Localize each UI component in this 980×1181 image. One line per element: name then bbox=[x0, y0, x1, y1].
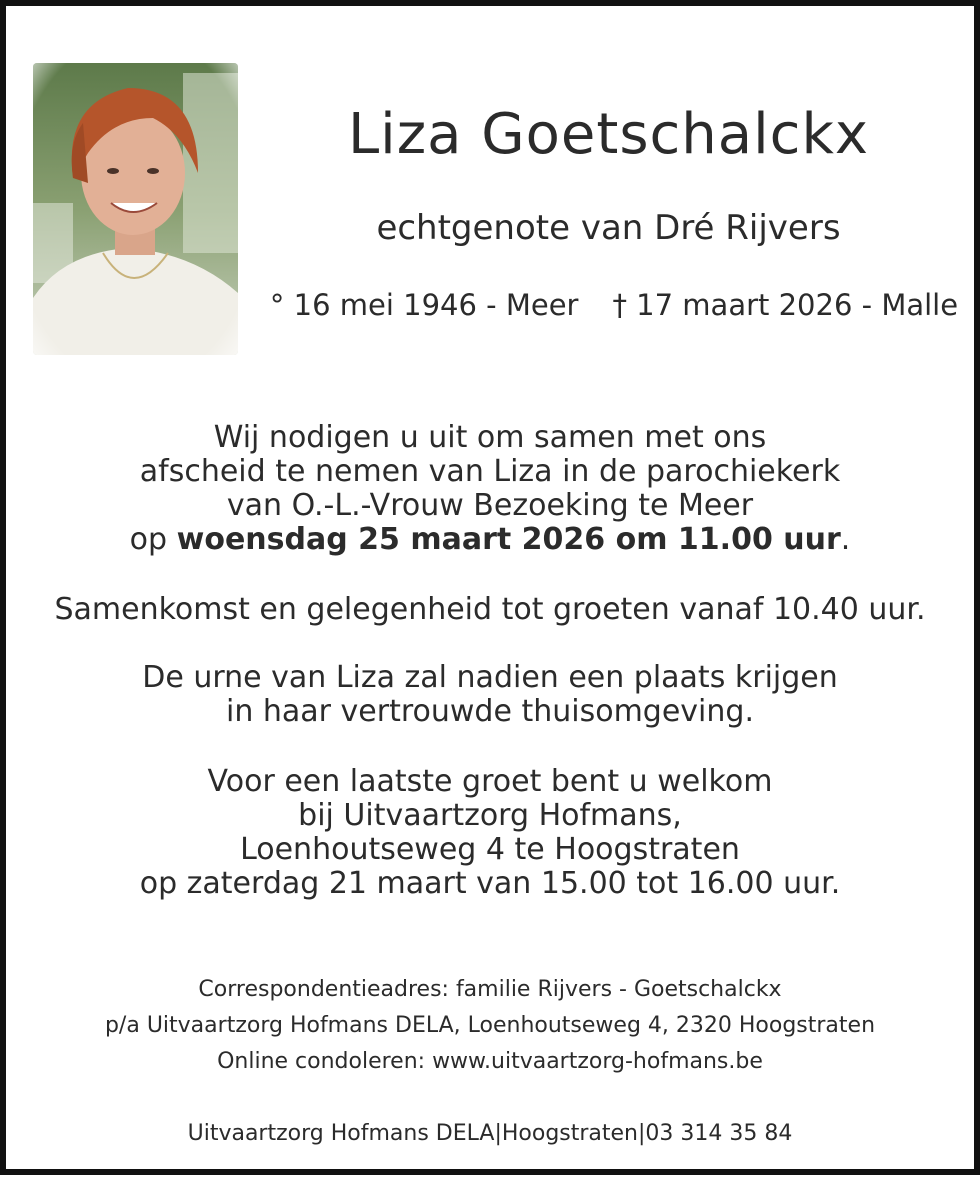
ceremony-date-line bbox=[6, 523, 974, 557]
visit-line: Loenhoutseweg 4 te Hoogstraten bbox=[240, 832, 740, 867]
deceased-name: Liza Goetschalckx bbox=[347, 102, 870, 167]
spouse-line: echtgenote van Dré Rijvers bbox=[376, 208, 841, 248]
visit-text bbox=[6, 765, 974, 901]
visit-line: bij Uitvaartzorg Hofmans, bbox=[298, 798, 682, 833]
ceremony-text bbox=[6, 421, 974, 557]
contact-footer bbox=[6, 972, 974, 1080]
urn-line: in haar vertrouwde thuisomgeving. bbox=[226, 694, 754, 729]
visit-line: Voor een laatste groet bent u welkom bbox=[207, 764, 773, 799]
correspondence-address: Correspondentieadres: familie Rijvers - Goetschalckx bbox=[198, 977, 782, 1002]
ceremony-date-suffix: . bbox=[840, 522, 851, 557]
ceremony-line: afscheid te nemen van Liza in de parochiekerk bbox=[139, 454, 841, 489]
ceremony-line: van O.-L.-Vrouw Bezoeking te Meer bbox=[226, 488, 754, 523]
visit-line: op zaterdag 21 maart van 15.00 tot 16.00 uur. bbox=[139, 866, 841, 901]
birth-date: ° 16 mei 1946 - Meer bbox=[269, 288, 579, 322]
portrait-photo bbox=[33, 63, 238, 355]
company-footer bbox=[6, 1116, 974, 1152]
death-date: † 17 maart 2026 - Malle bbox=[612, 288, 959, 322]
ceremony-date-prefix: op bbox=[129, 522, 168, 557]
ceremony-line: Wij nodigen u uit om samen met ons bbox=[213, 420, 767, 455]
company-info: Uitvaartzorg Hofmans DELA|Hoogstraten|03 314 35 84 bbox=[187, 1121, 793, 1146]
online-condolences: Online condoleren: www.uitvaartzorg-hofmans.be bbox=[217, 1049, 763, 1074]
urn-text bbox=[6, 661, 974, 729]
postal-address: p/a Uitvaartzorg Hofmans DELA, Loenhoutseweg 4, 2320 Hoogstraten bbox=[104, 1013, 876, 1038]
gathering-text bbox=[6, 593, 974, 627]
life-dates bbox=[254, 288, 974, 322]
gathering-line: Samenkomst en gelegenheid tot groeten vanaf 10.40 uur. bbox=[54, 592, 926, 627]
urn-line: De urne van Liza zal nadien een plaats krijgen bbox=[142, 660, 838, 695]
ceremony-date: woensdag 25 maart 2026 om 11.00 uur bbox=[176, 522, 841, 557]
